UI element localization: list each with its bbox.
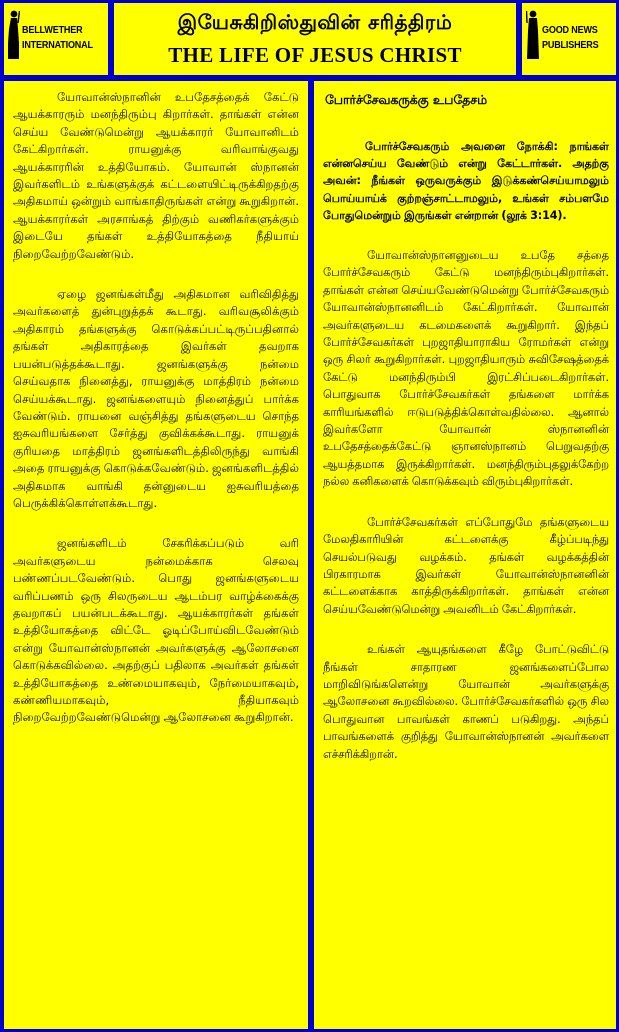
- right-logo-line-1: GOOD NEWS: [542, 24, 598, 36]
- section-title: போர்ச்சேவகருக்கு உபதேசம்: [325, 92, 488, 107]
- left-paragraph-2: ஏழை ஜனங்கள்மீது அதிகமான வரிவிதித்து அவர்களைத் துன்புறுத்தக் கூடாது. வரிவசூலிக்கும் அதிகாரம் தங்களுக்கு கொடுக்கப்பட்டிருப்பதினால் தங்கள் அதிகாரத்தை இவர்கள் தவறாக பயன்படுத்தக்கூடாது. ஜனங்களுக்கு நன்மை செய்வதாக நினைத்து, ராயனுக்கு மாத்திரம் நன்மை செய்யக்கூடாது. ஜனங்களையும் நினைத்துப் பார்க்க வேண்டும். ராயனை வஞ்சித்து தங்களுடைய சொந்த ஐசுவரியங்களை சேர்த்து குவிக்கக்கூடாது. ராயனுக் குரியதை மாத்திரம் ஜனங்களிடத்திலிருந்து வாங்கி அதை ராயனுக்கு கொடுக்கவேண்டும். ஜனங்களிடத்தில் அதிகமாக வாங்கி தன்னுடைய ஐசுவரியத்தை பெருக்கிக்கொள்ளக்கூடாது.: [13, 287, 299, 510]
- scripture-quote: போர்ச்சேவகரும் அவனை நோக்கி: நாங்கள் என்னசெய்ய வேண்டும் என்று கேட்டார்கள். அதற்கு அவன்: நீங்கள் ஒருவருக்கும் இடுக்கண்செய்யாமலும் பொய்யாய்க் குற்றஞ்சாட்டாமலும், உங்கள் சம்பளமே போதுமென்றும் இருங்கள் என்றான் (லூக் 3:14).: [323, 140, 609, 222]
- right-paragraph-3: உங்கள் ஆயுதங்களை கீழே போட்டுவிட்டு நீங்கள் சாதாரண ஜனங்களைப்போல மாறிவிடுங்களென்று யோவான் அவர்களுக்கு ஆலோசனை கூறவில்லை. போர்ச்சேவகர்களில் ஒரு சில பொதுவான பாவங்கள் காணப் படுகிறது. அந்தப் பாவங்களைக் குறித்து யோவான்ஸ்நானன் அவர்களை எச்சரிக்கிறான்.: [323, 642, 609, 761]
- bellwether-figure-icon: [6, 9, 20, 61]
- right-paragraph-2: போர்ச்சேவகர்கள் எப்போதுமே தங்களுடைய மேலதிகாரியின் கட்டளைக்கு கீழ்ப்படிந்து செயல்படுவது வழக்கம். தங்கள் வழக்கத்தின் பிரகாரமாக இவர்கள் யோவான்ஸ்நானனின் கட்டளைக்காக காத்திருக்கிறார்கள். தாங்கள் என்ன செய்யவேண்டுமென்று அவனிடம் கேட்கிறார்கள்.: [323, 514, 609, 616]
- right-text-column: [314, 81, 616, 1029]
- publisher-figure-icon: [526, 9, 540, 61]
- good-news-logo: [522, 3, 616, 75]
- page-title-tamil: இயேசுகிறிஸ்துவின் சரித்திரம்: [177, 10, 453, 34]
- page-title-english: THE LIFE OF JESUS CHRIST: [168, 43, 462, 67]
- right-paragraph-1: யோவான்ஸ்நானனுடைய உபதே சத்தை போர்ச்சேவகரும் கேட்டு மனந்திரும்புகிறார்கள். தாங்கள் என்ன செய்யவேண்டுமென்று போர்ச்சேவகரும் யோவான்ஸ்நானனிடம் கேட்கிறார்கள். யோவான் அவர்களுடைய கடமைகளைக் கூறுகிறார். இந்தப் போர்ச்சேவகர்கள் புறஜாதியாராகிய ரோமர்கள் என்று ஒரு சிலர் கூறுகிறார்கள். புறஜாதியாரும் சுவிசேஷத்தைக் கேட்டு மனந்திரும்பி இரட்சிப்படைகிறார்கள். பொதுவாக போர்ச்சேவகர்கள் தங்களை மார்க்க காரியங்களில் ஈடுபடுத்திக்கொள்வதில்லை. ஆனால் இவர்களோ யோவான் ஸ்நானனின் உபதேசத்தைக்கேட்டு ஞானஸ்நானம் பெறுவதற்கு ஆயத்தமாக இருக்கிறார்கள். மனந்திரும்புதலுக்கேற்ற நல்ல கனிகளைக் கொடுக்கவும் விரும்புகிறார்கள்.: [323, 248, 609, 489]
- right-logo-line-2: PUBLISHERS: [542, 39, 599, 51]
- left-paragraph-1: யோவான்ஸ்நானின் உபதேசத்தைக் கேட்டு ஆயக்காரரும் மனந்திரும்பு கிறார்கள். தாங்கள் என்ன செய்ய வேண்டுமென்று ஆயக்காரர் யோவானிடம் கேட்கிறார்கள். ராயனுக்கு வரிவாங்குவது ஆயக்காரரின் உத்தியோகம். யோவான் ஸ்நானன் இவர்களிடம் உங்களுக்குக் கட்டளையிட்டிருக்கிறதற்கு அதிகமாய் ஒன்றும் வாங்காதிருங்கள் என்று கூறுகிறான். ஆயக்காரர்கள் அரசாங்கத் திற்கும் வணிகர்களுக்கும் இடையே தங்கள் உத்தியோகத்தை நீதியாய் நிறைவேற்றவேண்டும்.: [13, 90, 299, 261]
- left-logo-line-2: INTERNATIONAL: [22, 39, 93, 51]
- left-logo-line-1: BELLWETHER: [22, 24, 83, 36]
- page-title-banner: [114, 3, 516, 75]
- left-paragraph-3: ஜனங்களிடம் சேகரிக்கப்படும் வரி அவர்களுடைய நன்மைக்காக செலவு பண்ணப்படவேண்டும். பொது ஜனங்களுடைய வரிப்பணம் ஒரு சிலருடைய ஆடம்பர வாழ்க்கைக்கு தவறாகப் பயன்படக்கூடாது. ஆயக்காரர்கள் தங்கள் உத்தியோகத்தை விட்டே ஓடிப்போய்விடவேண்டும் என்று யோவான்ஸ்நானன் அவர்களுக்கு ஆலோசனை கொடுக்கவில்லை. அதற்குப் பதிலாக அவர்கள் தங்கள் உத்தியோகத்தை உண்மையாகவும், நேர்மையாகவும், கண்ணியமாகவும், நீதியாகவும் நிறைவேற்றவேண்டுமென்று ஆலோசனை கூறுகிறான்.: [13, 536, 299, 725]
- bellwether-logo: [4, 3, 108, 75]
- left-text-column: [4, 81, 308, 1029]
